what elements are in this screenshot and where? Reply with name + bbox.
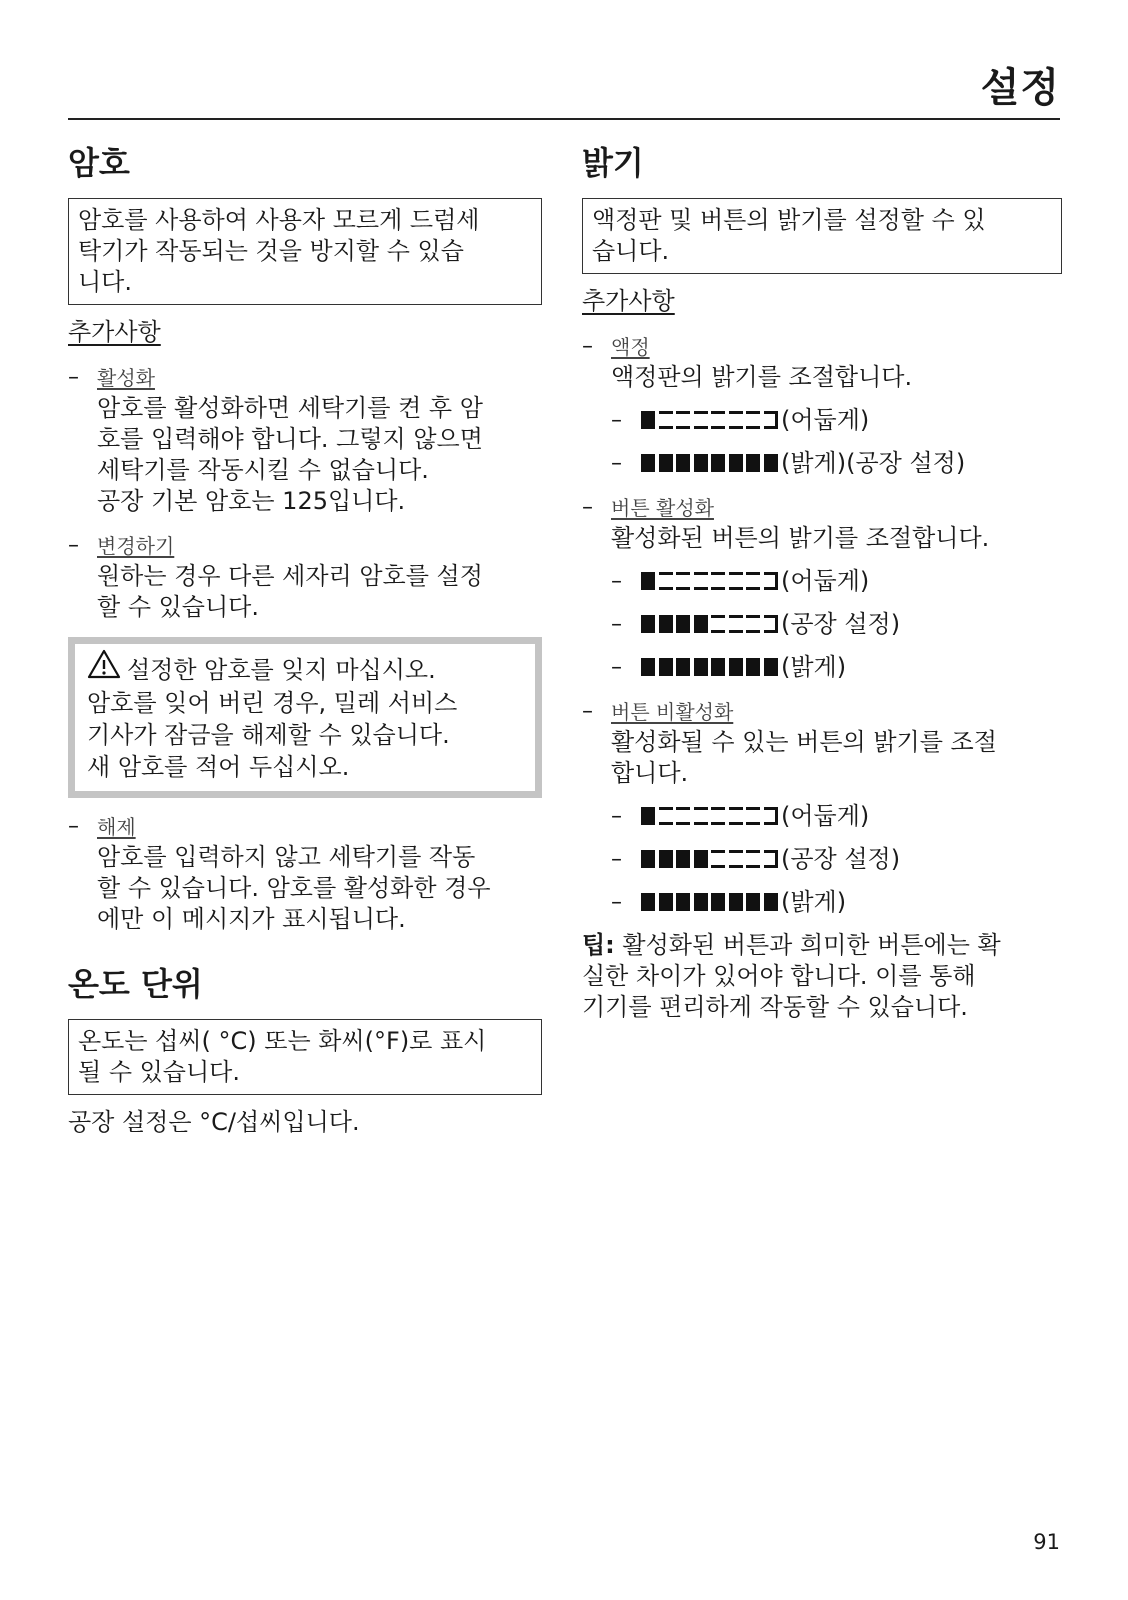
brightness-segment-filled [746,454,760,472]
brightness-intro-line: 습니다. [592,237,670,265]
tip-text: 활성화된 버튼과 희미한 버튼에는 확 [614,931,1001,959]
brightness-level [611,801,1062,832]
brightness-segment-filled [641,411,655,429]
warning-line [87,654,523,687]
brightness-segment-filled [659,850,673,868]
password-intro-line: 암호를 사용하여 사용자 모르게 드럼세 [78,206,480,234]
temperature-intro-line: 될 수 있습니다. [78,1058,240,1086]
warning-line: 새 암호를 적어 두십시오. [87,753,350,781]
brightness-segment-empty [711,572,725,590]
brightness-segment-empty [694,807,708,825]
tip-line: 실한 차이가 있어야 합니다. 이를 통해 [582,962,976,990]
option-description [97,842,542,935]
brightness-segment-filled [764,454,778,472]
level-label: (밝게)(공장 설정) [781,449,966,477]
brightness-segment-filled [641,893,655,911]
brightness-segment-empty [729,850,743,868]
brightness-segment-filled [659,454,673,472]
brightness-segment-empty [676,572,690,590]
brightness-segment-empty [746,807,760,825]
brightness-segment-filled [729,658,743,676]
password-option-activate [68,363,542,517]
group-title: 액정 [611,335,650,359]
temperature-intro-box [68,1019,542,1095]
brightness-segment-filled [764,893,778,911]
brightness-segment-empty [694,411,708,429]
brightness-level [611,448,1062,479]
brightness-segment-filled [659,615,673,633]
level-label: (밝게) [781,653,847,681]
warning-triangle-icon [87,649,121,687]
list-dash: – [68,814,79,839]
list-dash: – [611,612,622,637]
option-description [97,393,542,517]
brightness-segment-empty [659,572,673,590]
password-option-release [68,812,542,935]
brightness-segment-filled [641,807,655,825]
brightness-subheading: 추가사항 [582,287,675,315]
brightness-segment-empty [729,572,743,590]
password-heading: 암호 [68,144,130,182]
tip-line: 기기를 편리하게 작동할 수 있습니다. [582,993,968,1021]
brightness-segment-empty [711,850,725,868]
group-description [611,523,1062,554]
brightness-segment-filled [711,454,725,472]
brightness-segment-filled [694,658,708,676]
brightness-segment-filled [729,454,743,472]
list-dash: – [611,655,622,680]
group-title: 버튼 활성화 [611,496,714,520]
brightness-level [611,566,1062,597]
tip-line [582,930,1062,961]
brightness-segment-filled [694,850,708,868]
brightness-segment-empty [676,807,690,825]
brightness-bar-indicator [641,565,781,596]
list-dash: – [611,451,622,476]
brightness-segment-filled [641,850,655,868]
brightness-segment-filled [711,658,725,676]
brightness-segment-filled [746,658,760,676]
brightness-bar-indicator [641,886,781,917]
password-subheading: 추가사항 [68,318,161,346]
brightness-level [611,844,1062,875]
brightness-segment-filled [694,454,708,472]
brightness-segment-empty [711,411,725,429]
group-description [611,362,1062,393]
brightness-heading: 밝기 [582,144,644,182]
desc-line: 공장 기본 암호는 125입니다. [97,487,406,515]
brightness-segment-empty [711,807,725,825]
temperature-factory-note: 공장 설정은 °C/섭씨입니다. [68,1108,360,1136]
warning-line: 기사가 잠금을 해제할 수 있습니다. [87,721,450,749]
list-dash: – [582,334,593,359]
brightness-segment-filled [676,850,690,868]
brightness-segment-filled [694,615,708,633]
warning-box [68,637,542,798]
brightness-group-active-buttons [582,493,1062,683]
brightness-segment-empty [764,411,778,429]
desc-line: 활성화된 버튼의 밝기를 조절합니다. [611,524,990,552]
brightness-segment-empty [676,411,690,429]
brightness-segment-filled [676,893,690,911]
brightness-segment-empty [764,807,778,825]
group-description [611,727,1062,789]
brightness-segment-filled [711,893,725,911]
desc-line: 암호를 활성화하면 세탁기를 켠 후 암 [97,394,483,422]
list-dash: – [68,365,79,390]
desc-line: 원하는 경우 다른 세자리 암호를 설정 [97,562,483,590]
tip-label: 팁: [582,931,615,959]
desc-line: 암호를 입력하지 않고 세탁기를 작동 [97,843,476,871]
brightness-segment-filled [641,615,655,633]
brightness-segment-empty [694,572,708,590]
brightness-segment-filled [641,658,655,676]
brightness-level [611,609,1062,640]
option-description [97,561,542,623]
list-dash: – [611,890,622,915]
brightness-segment-filled [676,615,690,633]
brightness-bar-indicator [641,651,781,682]
tip-paragraph [582,930,1062,1023]
option-title: 해제 [97,815,136,839]
brightness-segment-filled [746,893,760,911]
brightness-segment-filled [676,454,690,472]
brightness-segment-empty [746,850,760,868]
password-intro-box [68,198,542,305]
brightness-group-display [582,332,1062,479]
brightness-segment-empty [729,807,743,825]
level-label: (공장 설정) [781,610,901,638]
brightness-segment-empty [729,615,743,633]
warning-text: 설정한 암호를 잊지 마십시오. [127,656,436,684]
list-dash: – [611,847,622,872]
level-label: (어둡게) [781,406,870,434]
temperature-intro-line: 온도는 섭씨( °C) 또는 화씨(°F)로 표시 [78,1027,487,1055]
brightness-segment-filled [641,572,655,590]
desc-line: 활성화될 수 있는 버튼의 밝기를 조절 [611,728,997,756]
brightness-segment-filled [694,893,708,911]
brightness-segment-filled [659,893,673,911]
page-header-title: 설정 [980,65,1060,111]
desc-line: 에만 이 메시지가 표시됩니다. [97,905,406,933]
desc-line: 액정판의 밝기를 조절합니다. [611,363,913,391]
left-column [68,140,542,1138]
desc-line: 호를 입력해야 합니다. 그렇지 않으면 [97,425,483,453]
brightness-bar-indicator [641,404,781,435]
page-number: 91 [1033,1530,1060,1554]
right-column [582,140,1062,1023]
brightness-segment-empty [659,411,673,429]
password-intro-line: 탁기가 작동되는 것을 방지할 수 있습 [78,237,464,265]
brightness-intro-line: 액정판 및 버튼의 밝기를 설정할 수 있 [592,206,986,234]
brightness-segment-filled [764,658,778,676]
brightness-bar-indicator [641,447,781,478]
list-dash: – [611,569,622,594]
desc-line: 합니다. [611,759,689,787]
brightness-group-inactive-buttons [582,697,1062,918]
password-intro-line: 니다. [78,268,132,296]
brightness-segment-filled [729,893,743,911]
option-title: 활성화 [97,366,155,390]
level-label: (어둡게) [781,567,870,595]
brightness-segment-empty [746,572,760,590]
brightness-bar-indicator [641,800,781,831]
level-label: (어둡게) [781,802,870,830]
brightness-segment-empty [764,572,778,590]
desc-line: 할 수 있습니다. [97,593,259,621]
brightness-segment-empty [764,615,778,633]
brightness-segment-filled [676,658,690,676]
brightness-segment-empty [746,411,760,429]
list-dash: – [68,533,79,558]
brightness-segment-empty [711,615,725,633]
brightness-level [611,405,1062,436]
brightness-segment-filled [641,454,655,472]
brightness-bar-indicator [641,608,781,639]
warning-line: 암호를 잊어 버린 경우, 밀레 서비스 [87,689,458,717]
level-label: (공장 설정) [781,845,901,873]
list-dash: – [611,804,622,829]
list-dash: – [582,699,593,724]
option-title: 변경하기 [97,534,175,558]
list-dash: – [611,408,622,433]
brightness-segment-filled [659,658,673,676]
level-label: (밝게) [781,888,847,916]
header-divider [68,118,1060,120]
brightness-level [611,887,1062,918]
brightness-segment-empty [764,850,778,868]
password-option-change [68,531,542,623]
brightness-level [611,652,1062,683]
group-title: 버튼 비활성화 [611,700,734,724]
brightness-intro-box [582,198,1062,274]
brightness-segment-empty [746,615,760,633]
brightness-bar-indicator [641,843,781,874]
brightness-segment-empty [729,411,743,429]
list-dash: – [582,495,593,520]
desc-line: 세탁기를 작동시킬 수 없습니다. [97,456,429,484]
desc-line: 할 수 있습니다. 암호를 활성화한 경우 [97,874,491,902]
brightness-segment-empty [659,807,673,825]
temperature-heading: 온도 단위 [68,965,203,1003]
